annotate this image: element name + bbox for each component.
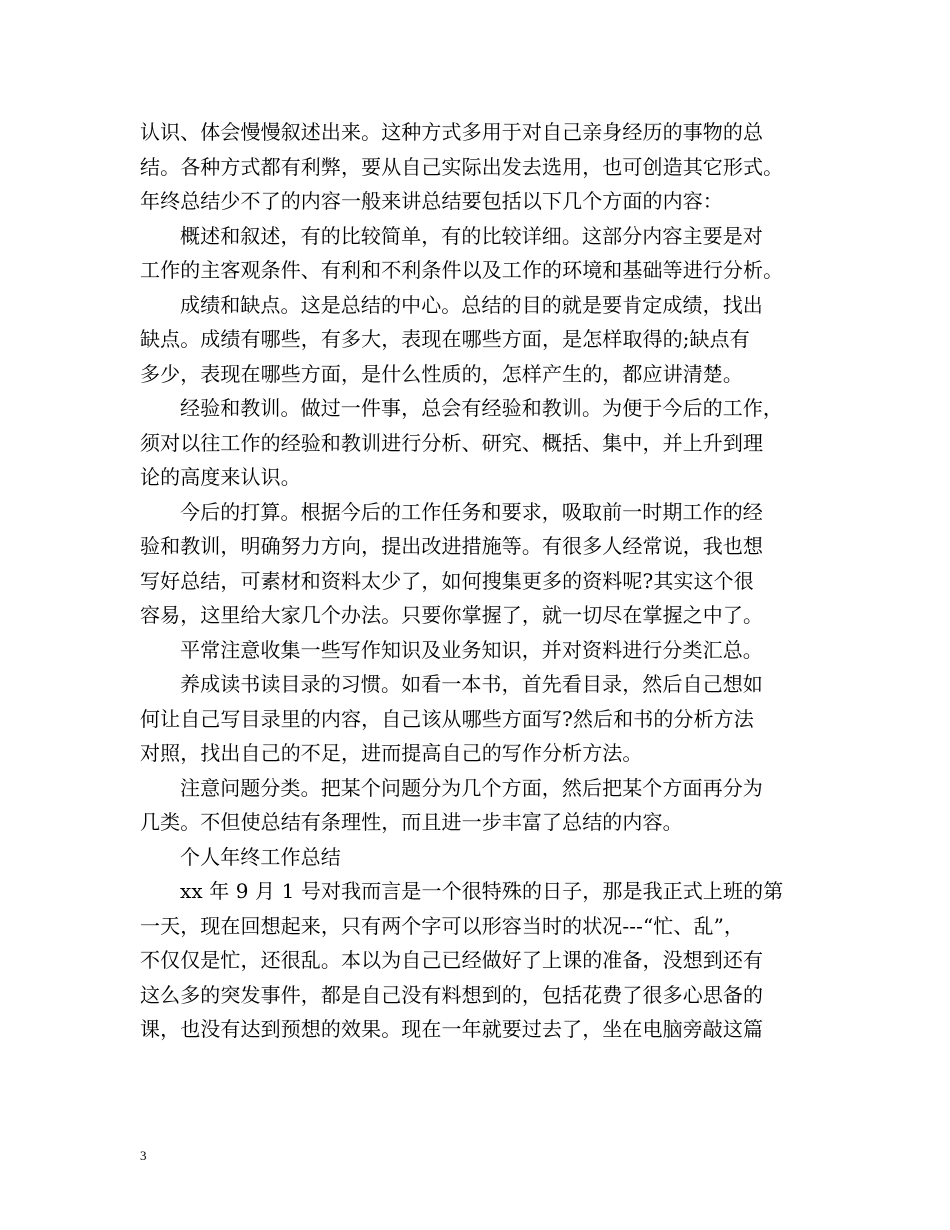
text-line: 何让自己写目录里的内容，自己该从哪些方面写?然后和书的分析方法 xyxy=(140,706,754,731)
text-line: 对照，找出自己的不足，进而提高自己的写作分析方法。 xyxy=(140,741,643,765)
text-line: 缺点。成绩有哪些，有多大，表现在哪些方面，是怎样取得的;缺点有 xyxy=(140,327,750,351)
text-line: 多少，表现在哪些方面，是什么性质的，怎样产生的，都应讲清楚。 xyxy=(140,361,743,386)
text-line: 须对以往工作的经验和教训进行分析、研究、概括、集中，并上升到理 xyxy=(140,430,764,455)
text-line: 工作的主客观条件、有利和不利条件以及工作的环境和基础等进行分析。 xyxy=(140,258,784,282)
text-line: 课，也没有达到预想的效果。现在一年就要过去了，坐在电脑旁敲这篇 xyxy=(140,1017,764,1041)
paragraph-first-line: 成绩和缺点。这是总结的中心。总结的目的就是要肯定成绩，找出 xyxy=(180,292,763,317)
text-line: 一天，现在回想起来，只有两个字可以形容当时的状况---“忙、乱”， xyxy=(140,913,745,938)
text-line: 几类。不但使总结有条理性，而且进一步丰富了总结的内容。 xyxy=(140,810,683,834)
paragraph-first-line: 养成读书读目录的习惯。如看一本书，首先看目录，然后自己想如 xyxy=(180,672,763,696)
text-line: 结。各种方式都有利弊，要从自己实际出发去选用，也可创造其它形式。 xyxy=(140,154,784,179)
text-line: 认识、体会慢慢叙述出来。这种方式多用于对自己亲身经历的事物的总 xyxy=(140,120,764,144)
text-line: 不仅仅是忙，还很乱。本以为自己已经做好了上课的准备，没想到还有 xyxy=(140,948,764,972)
section-intro-line: 年终总结少不了的内容一般来讲总结要包括以下几个方面的内容： xyxy=(140,189,723,213)
paragraph-first-line: 今后的打算。根据今后的工作任务和要求，吸取前一时期工作的经 xyxy=(180,499,763,524)
paragraph-first-line: 概述和叙述，有的比较简单，有的比较详细。这部分内容主要是对 xyxy=(180,223,763,248)
paragraph-first-line: 经验和教训。做过一件事，总会有经验和教训。为便于今后的工作， xyxy=(180,396,783,420)
paragraph-first-line: xx 年 9 月 1 号对我而言是一个很特殊的日子，那是我正式上班的第 xyxy=(180,879,784,903)
text-line: 论的高度来认识。 xyxy=(140,465,301,489)
page-number: 3 xyxy=(140,1148,147,1163)
paragraph-first-line: 平常注意收集一些写作知识及业务知识，并对资料进行分类汇总。 xyxy=(180,637,763,662)
body-text xyxy=(140,115,830,1047)
text-line: 验和教训，明确努力方向，提出改进措施等。有很多人经常说，我也想 xyxy=(140,534,764,558)
text-line: 这么多的突发事件，都是自己没有料想到的，包括花费了很多心思备的 xyxy=(140,982,764,1007)
text-line: 容易，这里给大家几个办法。只要你掌握了，就一切尽在掌握之中了。 xyxy=(140,603,764,627)
section-heading: 个人年终工作总结 xyxy=(180,844,341,869)
paragraph-first-line: 注意问题分类。把某个问题分为几个方面，然后把某个方面再分为 xyxy=(180,775,763,800)
text-line: 写好总结，可素材和资料太少了，如何搜集更多的资料呢?其实这个很 xyxy=(140,568,754,593)
